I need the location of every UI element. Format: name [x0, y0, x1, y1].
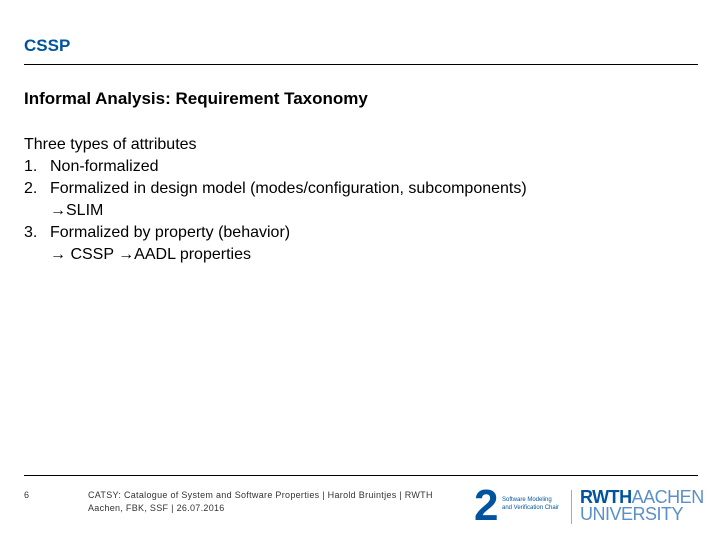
smvc-logo-numeral: 2: [474, 481, 499, 530]
list-continuation: → CSSP →AADL properties: [50, 246, 251, 263]
smvc-logo: [474, 481, 564, 530]
list-text: Formalized by property (behavior): [50, 224, 291, 241]
header-title: CSSP: [24, 36, 71, 55]
slide-title: Informal Analysis: Requirement Taxonomy: [24, 89, 368, 108]
footer-citation: [88, 489, 448, 515]
smvc-caption-line-1: Software Modeling: [502, 497, 552, 503]
page-number: 6: [24, 490, 30, 500]
footer-divider: [24, 475, 698, 476]
logo-separator: [571, 490, 572, 524]
list-continuation: →SLIM: [50, 202, 104, 219]
intro-text: Three types of attributes: [24, 136, 197, 153]
smvc-logo-caption: [502, 496, 559, 512]
footer-line-1: CATSY: Catalogue of System and Software Properties | Harold Bruintjes | RWTH: [88, 490, 433, 500]
list-item: [24, 178, 527, 200]
list-item: [24, 156, 527, 178]
header-divider: [24, 64, 698, 65]
rwth-logo-light: AACHEN: [631, 487, 704, 507]
smvc-caption-line-2: and Verification Chair: [502, 505, 560, 511]
list-text: Non-formalized: [50, 158, 159, 175]
list-number: 3.: [24, 224, 38, 241]
footer-line-2: Aachen, FBK, SSF | 26.07.2016: [88, 503, 225, 513]
list-number: 2.: [24, 180, 38, 197]
slide-body: [24, 134, 527, 266]
list-item: [24, 222, 527, 244]
rwth-logo-row-2: UNIVERSITY: [580, 504, 684, 524]
list-text: Formalized in design model (modes/configuration, subcomponents): [50, 180, 527, 197]
list-number: 1.: [24, 158, 38, 175]
rwth-logo-bold: RWTH: [580, 487, 632, 507]
rwth-logo: [580, 487, 704, 525]
